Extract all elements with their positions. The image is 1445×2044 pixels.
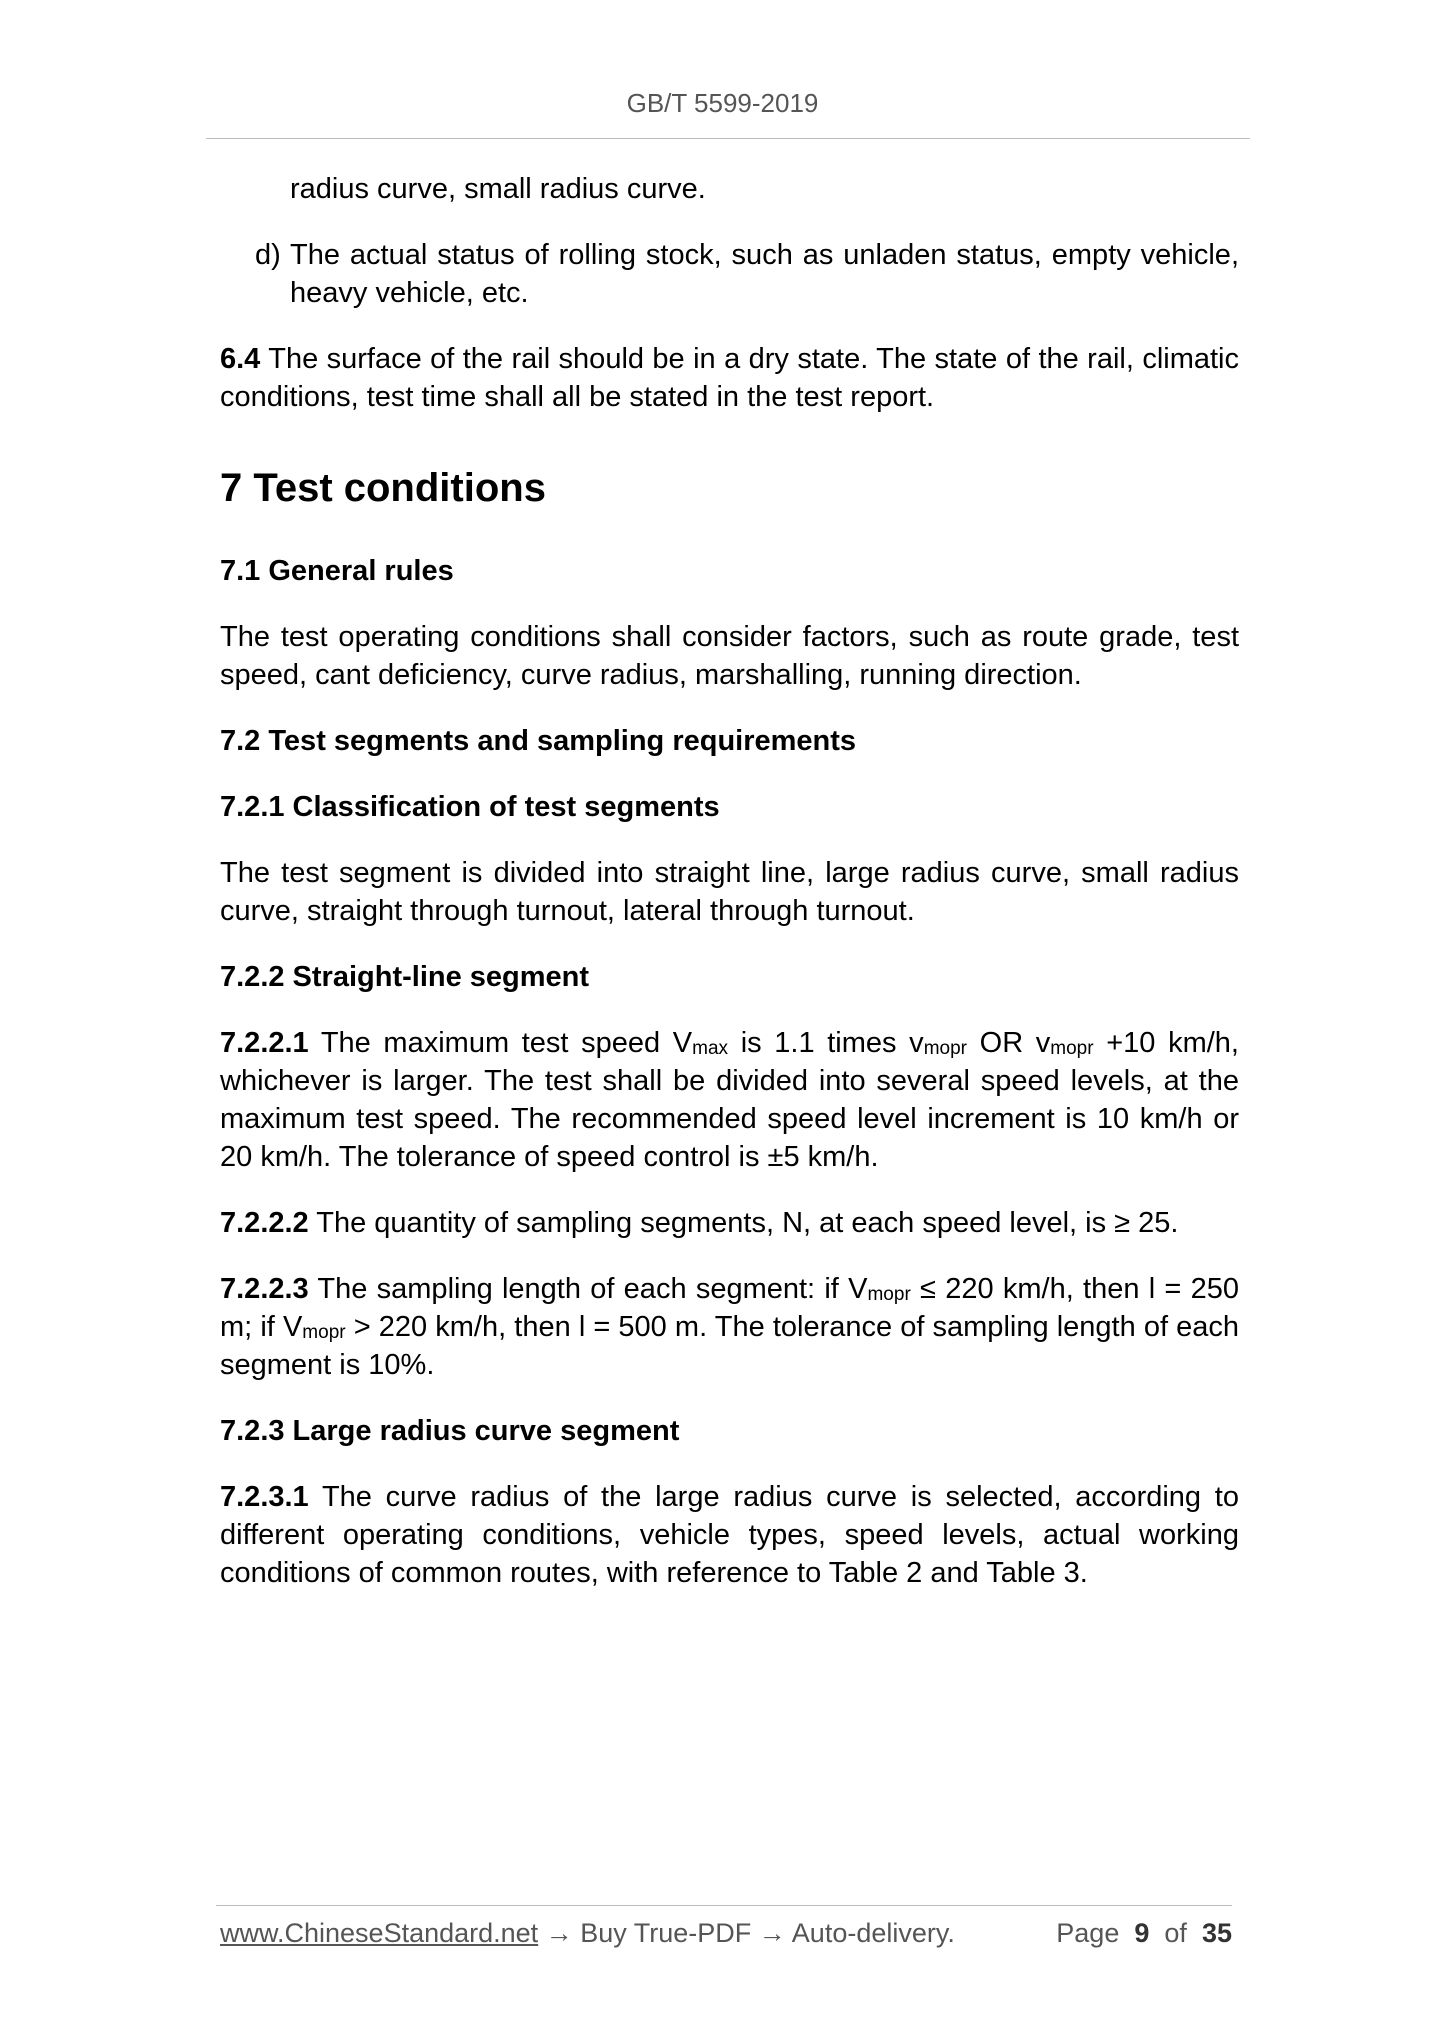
clause-7-2-3-1 [220, 1478, 1239, 1592]
heading-7-2-3: 7.2.3 Large radius curve segment [220, 1415, 680, 1447]
clause-6-4 [220, 340, 1239, 416]
header-divider [206, 138, 1250, 139]
page-number: 9 [1134, 1918, 1150, 1948]
clause-number: 7.2.2.2 [220, 1207, 309, 1239]
clause-text: The curve radius of the large radius curve is selected, according to different operating conditions, vehicle types, speed levels, actual working conditions of common routes, with reference to Table 2 and Table 3. [220, 1481, 1239, 1589]
subscript: mopr [1050, 1038, 1094, 1059]
clause-text-part: The sampling length of each segment: if V [317, 1273, 868, 1305]
section-heading-7: 7 Test conditions [220, 466, 546, 510]
heading-7-2-1: 7.2.1 Classification of test segments [220, 791, 720, 823]
clause-text: The quantity of sampling segments, N, at each speed level, is ≥ 25. [316, 1207, 1179, 1239]
heading-7-2: 7.2 Test segments and sampling requirements [220, 725, 857, 757]
page-indicator [1056, 1918, 1232, 1949]
clause-text-part: OR v [966, 1027, 1051, 1059]
clause-7-2-2-2 [220, 1204, 1239, 1242]
clause-number: 6.4 [220, 343, 261, 375]
footer-promo [220, 1918, 955, 1949]
page-total: 35 [1201, 1918, 1232, 1948]
page-body [220, 170, 1239, 1592]
subscript: mopr [302, 1322, 346, 1343]
arrow-icon: → [545, 1918, 573, 1948]
clause-number: 7.2.2.3 [220, 1273, 309, 1305]
clause-text-part: ≤ 220 km/h, then l = 250 m; if V [220, 1273, 1239, 1343]
continued-list-text: radius curve, small radius curve. [290, 173, 706, 205]
heading-7-1: 7.1 General rules [220, 555, 454, 587]
clause-number: 7.2.2.1 [220, 1027, 309, 1059]
page-label: Page [1056, 1918, 1120, 1948]
footer-divider [216, 1905, 1232, 1906]
buy-text: Buy True-PDF [580, 1918, 752, 1948]
website-link[interactable]: www.ChineseStandard.net [220, 1918, 539, 1948]
arrow-icon: → [758, 1918, 786, 1948]
document-header-id: GB/T 5599-2019 [626, 88, 819, 118]
subscript: mopr [867, 1284, 911, 1305]
clause-number: 7.2.3.1 [220, 1481, 309, 1513]
list-item-d [220, 236, 1239, 312]
clause-text: The surface of the rail should be in a dry state. The state of the rail, climatic conditions, test time shall all be stated in the test report. [220, 343, 1239, 413]
page-footer [220, 1918, 1232, 1949]
clause-text-part: The maximum test speed V [320, 1027, 693, 1059]
list-item-text: The actual status of rolling stock, such as unladen status, empty vehicle, heavy vehicle, etc. [290, 239, 1239, 309]
list-marker: d) [255, 239, 281, 271]
delivery-text: Auto-delivery. [791, 1918, 955, 1948]
subscript: max [692, 1038, 729, 1059]
clause-7-2-2-1 [220, 1024, 1239, 1176]
clause-7-2-2-3 [220, 1270, 1239, 1384]
subscript: mopr [923, 1038, 967, 1059]
paragraph-7-1: The test operating conditions shall consider factors, such as route grade, test speed, cant deficiency, curve radius, marshalling, running direction. [220, 621, 1239, 691]
clause-text-part: +10 km/h, whichever is larger. The test shall be divided into several speed levels, at the maximum test speed. The recommended speed level increment is 10 km/h or 20 km/h. The tolerance of speed control is ±5 km/h. [220, 1027, 1239, 1173]
clause-text-part: > 220 km/h, then l = 500 m. The tolerance of sampling length of each segment is 10%. [220, 1311, 1240, 1381]
paragraph-7-2-1: The test segment is divided into straight line, large radius curve, small radius curve, straight through turnout, lateral through turnout. [220, 857, 1239, 927]
of-label: of [1164, 1918, 1187, 1948]
clause-text-part: is 1.1 times v [728, 1027, 924, 1059]
heading-7-2-2: 7.2.2 Straight-line segment [220, 961, 590, 993]
